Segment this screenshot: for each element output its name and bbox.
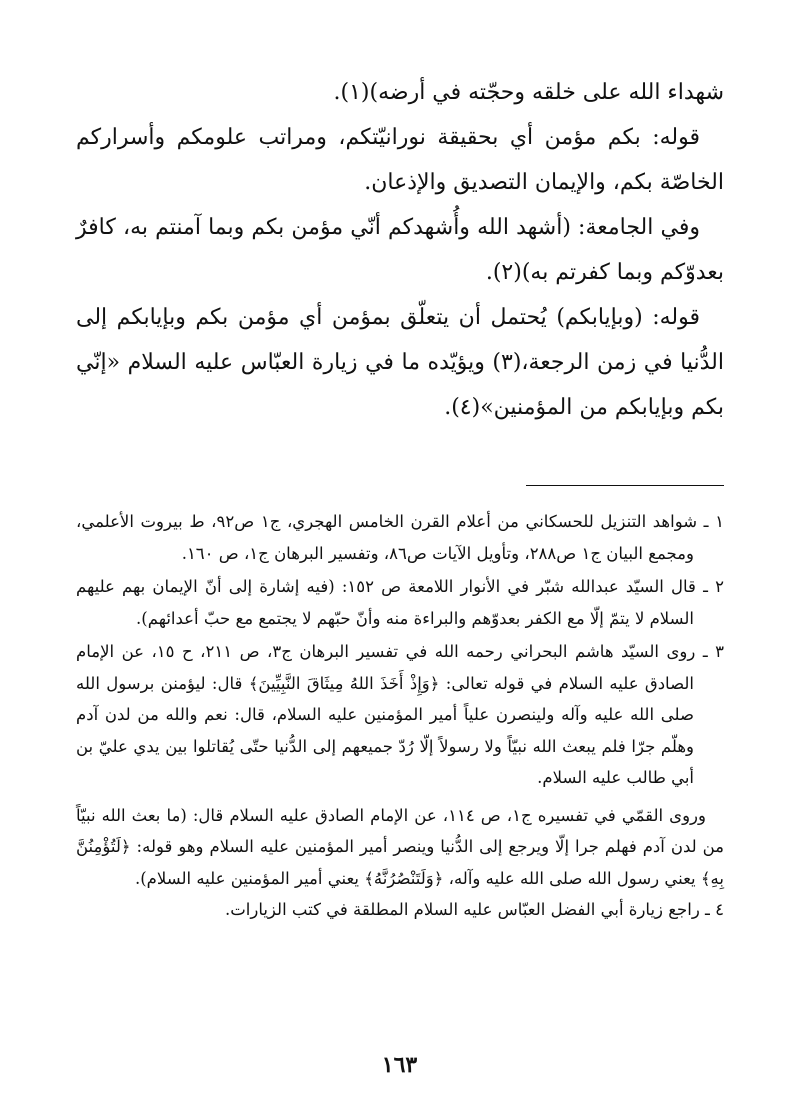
main-paragraph-3: وفي الجامعة: (أشهد الله وأُشهدكم أنّي مؤمن بكم وبما آمنتم به، كافرٌ بعدوّكم وبما كفرتم به)(٢).: [76, 215, 724, 285]
footnote-3: ٣ ـ روى السيّد هاشم البحراني رحمه الله في تفسير البرهان ج٣، ص ٢١١، ح ١٥، عن الإمام الصادق عليه السلام في قوله تعالى: ﴿وَإِذْ أَخَذَ اللهُ مِيثَاقَ النَّبِيِّينَ﴾ قال: ليؤمنن برسول الله صلى الله عليه وآله ولينصرن علياً أمير المؤمنين عليه السلام، قال: نعم والله من لدن آدم وهلّم جرّا فلم يبعث الله نبيّاً ولا رسولاً إلّا رُدّ جميعهم إلى الدُّنيا حتّى يُقاتلوا بين يدي عليّ بن أبي طالب عليه السلام.: [76, 642, 725, 787]
footnote-1: ١ ـ شواهد التنزيل للحسكاني من أعلام القرن الخامس الهجري، ج١ ص٩٢، ط بيروت الأعلمي، ومجمع البيان ج١ ص٢٨٨، وتأويل الآيات ص٨٦، وتفسير البرهان ج١، ص ١٦٠.: [76, 512, 724, 563]
main-paragraph-1: شهداء الله على خلقه وحجّته في أرضه)(١).: [333, 80, 724, 105]
footnote-2: ٢ ـ قال السيّد عبدالله شبّر في الأنوار اللامعة ص ١٥٢: (فيه إشارة إلى أنّ الإيمان بهم عليهم السلام لا يتمّ إلّا مع الكفر بعدوّهم والبراءة منه وأنّ حبّهم لا يجتمع مع حبّ أعدائهم).: [76, 577, 724, 628]
footnote-4: ٤ ـ راجع زيارة أبي الفضل العبّاس عليه السلام المطلقة في كتب الزيارات.: [224, 900, 724, 919]
footnotes: [76, 506, 724, 926]
page-body: [76, 70, 725, 919]
footnote-divider: [526, 485, 724, 486]
main-paragraph-4: قوله: (وبإيابكم) يُحتمل أن يتعلّق بمؤمن أي مؤمن بكم وبإيابكم إلى الدُّنيا في زمن الرجعة،(٣) ويؤيّده ما في زيارة العبّاس عليه السلام «إنّي بكم وبإيابكم من المؤمنين»(٤).: [76, 305, 724, 420]
page-number: ١٦٣: [381, 1052, 418, 1078]
footnote-3-continuation: وروى القمّي في تفسيره ج١، ص ١١٤، عن الإمام الصادق عليه السلام قال: (ما بعث الله نبيّاً من لدن آدم فهلم جرا إلّا ويرجع إلى الدُّنيا وينصر أمير المؤمنين عليه السلام وهو قوله: ﴿لَتُؤْمِنُنَّ بِهِ﴾ يعني رسول الله صلى الله عليه وآله، ﴿وَلَتَنْصُرُنَّهُ﴾ يعني أمير المؤمنين عليه السلام).: [76, 805, 724, 888]
main-text: [76, 70, 724, 420]
main-paragraph-2: قوله: بكم مؤمن أي بحقيقة نورانيّتكم، ومراتب علومكم وأسراركم الخاصّة بكم، والإيمان التصديق والإذعان.: [76, 125, 724, 195]
